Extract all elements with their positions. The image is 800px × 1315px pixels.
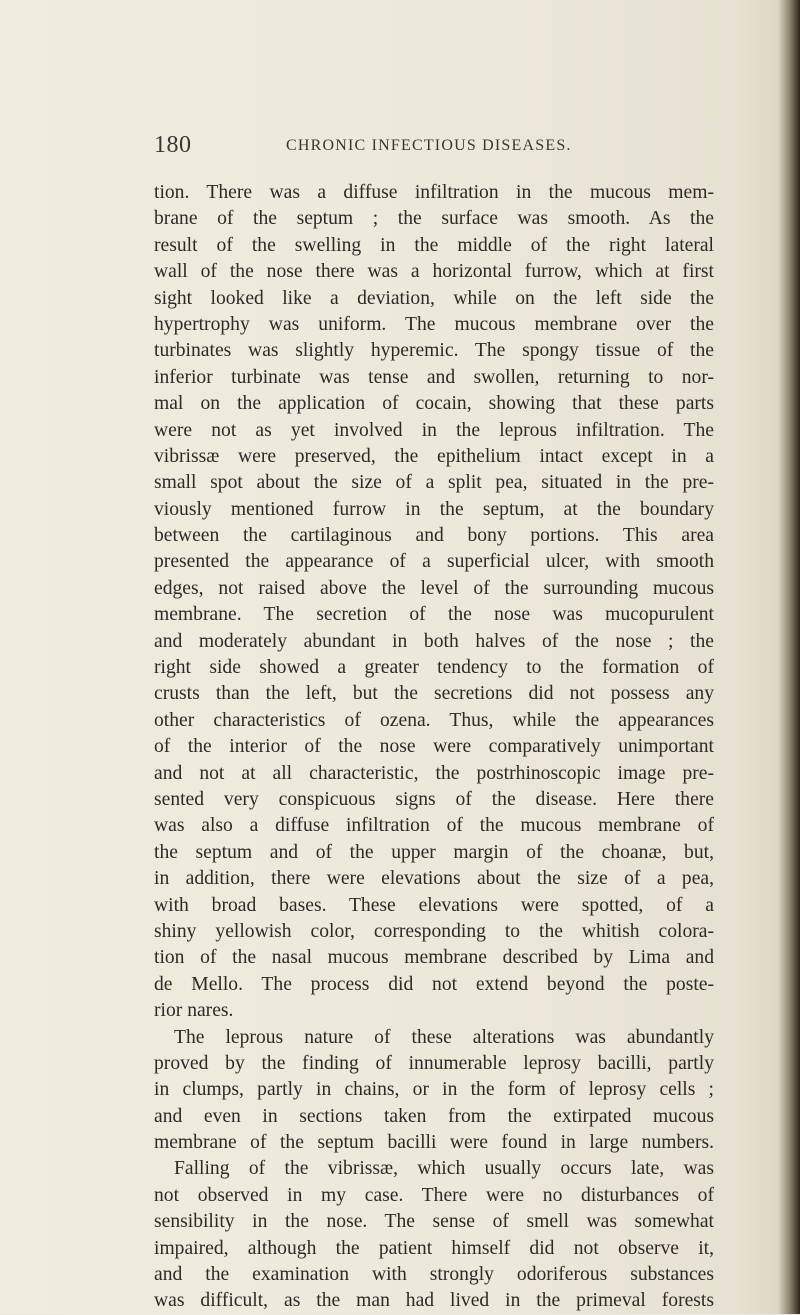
text-line: not observed in my case. There were no disturbances of [154, 1184, 714, 1206]
text-line: were not as yet involved in the leprous infiltration. The [154, 419, 714, 441]
text-line: and moderately abundant in both halves of the nose ; the [154, 630, 714, 652]
text-line: membrane of the septum bacilli were found in large numbers. [154, 1132, 714, 1154]
text-line: edges, not raised above the level of the surrounding mucous [154, 577, 714, 599]
text-line: tion of the nasal mucous membrane described by Lima and [154, 947, 714, 969]
text-line: crusts than the left, but the secretions did not possess any [154, 683, 714, 705]
text-line: mal on the application of cocain, showing that these parts [154, 393, 714, 415]
text-line: in clumps, partly in chains, or in the form of leprosy cells ; [154, 1079, 714, 1101]
text-line: tion. There was a diffuse infiltration in the mucous mem- [154, 182, 714, 203]
text-line: membrane. The secretion of the nose was mucopurulent [154, 604, 714, 626]
text-line: other characteristics of ozena. Thus, while the appearances [154, 709, 714, 731]
text-line: small spot about the size of a split pea, situated in the pre- [154, 472, 714, 494]
paragraph-start-line: The leprous nature of these alterations was abundantly [174, 1026, 714, 1048]
paragraph-end-line: rior nares. [154, 1000, 234, 1022]
text-line: sight looked like a deviation, while on the left side the [154, 287, 714, 309]
text-line: wall of the nose there was a horizontal furrow, which at first [154, 261, 714, 283]
page-edge-shadow [778, 0, 800, 1314]
text-line: shiny yellowish color, corresponding to the whitish colora- [154, 920, 714, 942]
text-line: was also a diffuse infiltration of the mucous membrane of [154, 815, 714, 837]
paragraph-start-line: Falling of the vibrissæ, which usually occurs late, was [174, 1158, 714, 1180]
text-line: result of the swelling in the middle of the right lateral [154, 234, 714, 256]
text-line: sensibility in the nose. The sense of smell was somewhat [154, 1211, 714, 1233]
text-line: turbinates was slightly hyperemic. The spongy tissue of the [154, 340, 714, 362]
text-line: vibrissæ were preserved, the epithelium intact except in a [154, 445, 714, 467]
text-line: of the interior of the nose were comparatively unimportant [154, 736, 714, 758]
text-line: was difficult, as the man had lived in the primeval forests [154, 1290, 714, 1312]
text-line: inferior turbinate was tense and swollen, returning to nor- [154, 366, 714, 388]
text-line: and even in sections taken from the extirpated mucous [154, 1105, 714, 1127]
text-line: between the cartilaginous and bony portions. This area [154, 525, 714, 547]
text-line: viously mentioned furrow in the septum, at the boundary [154, 498, 714, 520]
text-line: presented the appearance of a superficial ulcer, with smooth [154, 551, 714, 573]
running-head [154, 132, 694, 164]
page-number: 180 [154, 132, 192, 158]
text-line: impaired, although the patient himself did not observe it, [154, 1237, 714, 1259]
text-line: and the examination with strongly odoriferous substances [154, 1264, 714, 1286]
text-line: with broad bases. These elevations were spotted, of a [154, 894, 714, 916]
text-line: and not at all characteristic, the postrhinoscopic image pre- [154, 762, 714, 784]
running-title: CHRONIC INFECTIOUS DISEASES. [286, 137, 572, 154]
text-line: sented very conspicuous signs of the disease. Here there [154, 788, 714, 810]
text-line: de Mello. The process did not extend beyond the poste- [154, 973, 714, 995]
text-line: right side showed a greater tendency to the formation of [154, 657, 714, 679]
text-line: brane of the septum ; the surface was smooth. As the [154, 208, 714, 230]
text-line: in addition, there were elevations about the size of a pea, [154, 868, 714, 890]
body-text [154, 180, 714, 1315]
text-line: the septum and of the upper margin of the choanæ, but, [154, 841, 714, 863]
text-line: proved by the finding of innumerable leprosy bacilli, partly [154, 1052, 714, 1074]
text-line: hypertrophy was uniform. The mucous membrane over the [154, 313, 714, 335]
